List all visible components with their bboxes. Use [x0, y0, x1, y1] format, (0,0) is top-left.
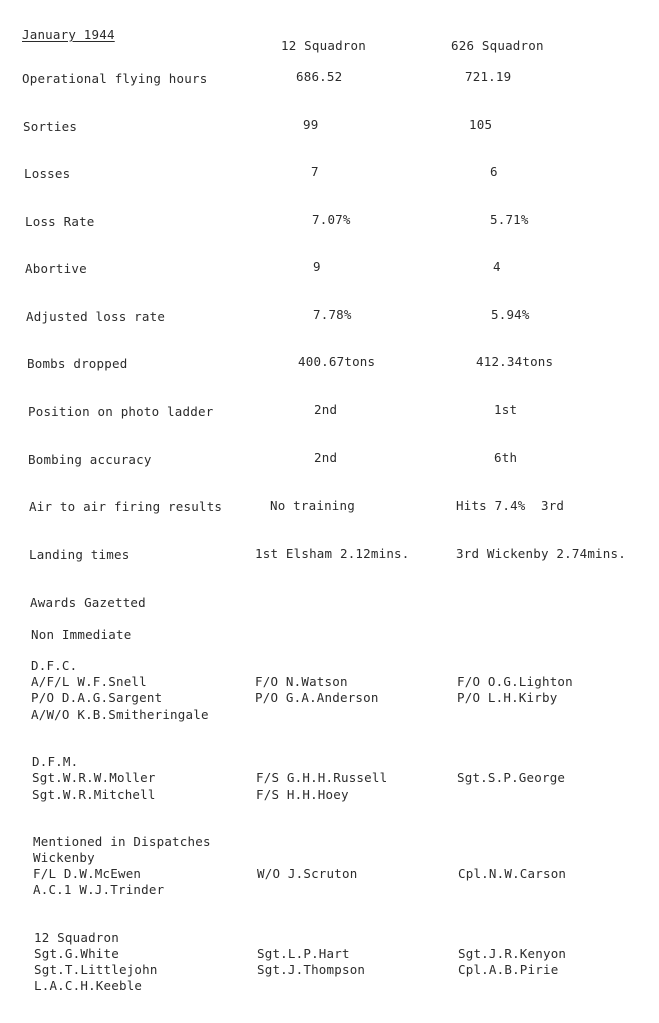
stat-value-12: No training — [270, 498, 355, 513]
stat-label: Position on photo ladder — [28, 404, 214, 419]
award-name: F/L D.W.McEwen — [33, 866, 142, 881]
column-header-626-squadron: 626 Squadron — [451, 38, 544, 53]
page-title: January 1944 — [22, 27, 115, 42]
stat-label: Losses — [24, 166, 71, 181]
award-name: Sgt.W.R.W.Moller — [32, 770, 156, 785]
stat-label: Loss Rate — [25, 214, 95, 229]
award-name: P/O L.H.Kirby — [457, 690, 558, 705]
award-name: Cpl.A.B.Pirie — [458, 962, 559, 977]
award-name: Sgt.S.P.George — [457, 770, 566, 785]
dfc-heading: D.F.C. — [31, 658, 78, 673]
stat-value-626: 6 — [490, 164, 498, 179]
award-name: A/W/O K.B.Smitheringale — [31, 707, 209, 722]
stat-value-12: 7 — [311, 164, 319, 179]
stat-value-12: 9 — [313, 259, 321, 274]
award-name: Sgt.T.Littlejohn — [34, 962, 158, 977]
stat-value-626: 6th — [494, 450, 518, 465]
award-name: F/O O.G.Lighton — [457, 674, 573, 689]
awards-subheading: Non Immediate — [31, 627, 132, 642]
award-name: Sgt.W.R.Mitchell — [32, 787, 156, 802]
stat-label: Bombing accuracy — [28, 452, 152, 467]
stat-value-12: 2nd — [314, 402, 338, 417]
stat-value-626: Hits 7.4% 3rd — [456, 498, 565, 513]
stat-label: Air to air firing results — [29, 499, 223, 514]
award-name: Sgt.G.White — [34, 946, 119, 961]
stat-value-12: 2nd — [314, 450, 338, 465]
award-name: P/O D.A.G.Sargent — [31, 690, 163, 705]
stat-value-626: 3rd Wickenby 2.74mins. — [456, 546, 626, 561]
stat-value-12: 7.07% — [312, 212, 351, 227]
stat-label: Sorties — [23, 119, 78, 134]
award-name: Sgt.J.R.Kenyon — [458, 946, 567, 961]
awards-heading: Awards Gazetted — [30, 595, 146, 610]
stat-value-626: 1st — [494, 402, 518, 417]
stat-value-626: 4 — [493, 259, 501, 274]
stat-label: Operational flying hours — [22, 71, 208, 86]
award-name: Sgt.J.Thompson — [257, 962, 366, 977]
mid-heading: Mentioned in Dispatches — [33, 834, 211, 849]
award-name: Cpl.N.W.Carson — [458, 866, 567, 881]
column-header-12-squadron: 12 Squadron — [281, 38, 366, 53]
award-name: A/F/L W.F.Snell — [31, 674, 147, 689]
squadron-heading: 12 Squadron — [34, 930, 119, 945]
stat-value-12: 686.52 — [296, 69, 343, 84]
stat-label: Abortive — [25, 261, 87, 276]
award-name: F/S G.H.H.Russell — [256, 770, 388, 785]
award-name: L.A.C.H.Keeble — [34, 978, 143, 993]
award-name: F/O N.Watson — [255, 674, 348, 689]
stat-value-626: 105 — [469, 117, 493, 132]
award-name: P/O G.A.Anderson — [255, 690, 379, 705]
award-name: W/O J.Scruton — [257, 866, 358, 881]
mid-subheading: Wickenby — [33, 850, 95, 865]
award-name: F/S H.H.Hoey — [256, 787, 349, 802]
stat-value-12: 400.67tons — [298, 354, 376, 369]
stat-value-626: 412.34tons — [476, 354, 554, 369]
stat-label: Adjusted loss rate — [26, 309, 166, 324]
stat-label: Landing times — [29, 547, 130, 562]
dfm-heading: D.F.M. — [32, 754, 79, 769]
award-name: A.C.1 W.J.Trinder — [33, 882, 165, 897]
stat-value-626: 5.71% — [490, 212, 529, 227]
award-name: Sgt.L.P.Hart — [257, 946, 350, 961]
stat-value-12: 99 — [303, 117, 319, 132]
stat-label: Bombs dropped — [27, 356, 128, 371]
stat-value-626: 721.19 — [465, 69, 512, 84]
stat-value-12: 1st Elsham 2.12mins. — [255, 546, 410, 561]
stat-value-12: 7.78% — [313, 307, 352, 322]
stat-value-626: 5.94% — [491, 307, 530, 322]
